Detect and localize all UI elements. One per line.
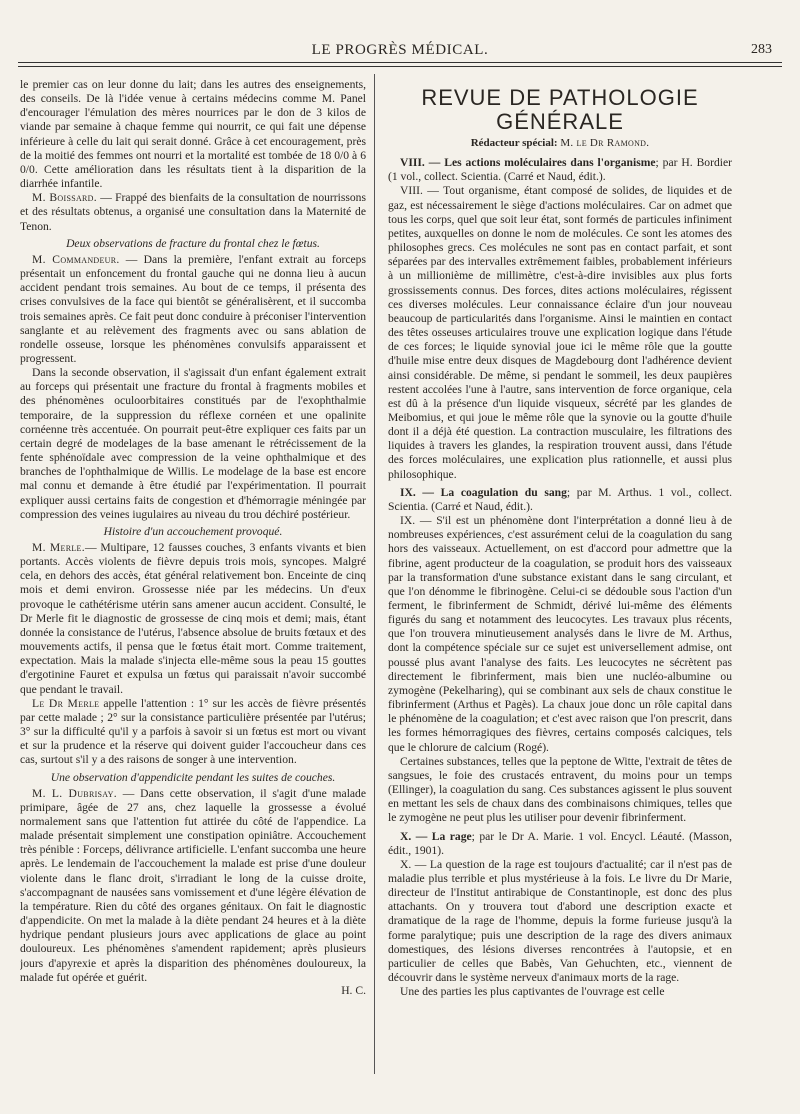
running-title: LE PROGRÈS MÉDICAL.	[311, 42, 489, 58]
paragraph: VIII. — Tout organisme, étant composé de solides, de liquides et de gaz, est nécessairement le siège d'actions moléculaires. Car on admet que tous les corps, quel que soit leur état, sont formés de particules infiniment petites, auxquelles on donne le nom de molécules. Ce sont les atomes des philosophes grecs. Ces molécules ne sont pas en contact parfait, et sont séparées par des intervalles extrêmement faibles, probablement inférieurs à un millionième de millimètre, c'est-à-dire invisibles aux plus forts grossissements connus. Des forces, dites actions moléculaires, régissent ces diverses molécules. Leur connaissance éclaire d'un jour nouveau beaucoup de particularités dans l'organisme. Ainsi le maintien en contact des têtes osseuses articulaires trouve une explication logique dans l'étude de ces forces; le liquide synovial joue ici le même rôle que la goutte d'huile mise entre deux disques de Magdebourg dont l'adhérence devient ainsi considérable. De même, si pendant le sommeil, les deux paupières restent accolées l'une à l'autre, sans intervention de force organique, cela est dû à la présence d'un liquide visqueux, sécrété par les glandes de Meibomius, et qui joue le même rôle que la synovie ou la goutte d'huile dont il a déjà été question. La contraction musculaire, les filtrations des liquides à travers les glandes, la respiration trouvent aussi, dans l'étude des forces moléculaires, une explication plus rationnelle, et aussi plus philosophique.	[388, 184, 732, 481]
paragraph: Une des parties les plus captivantes de l'ouvrage est celle	[400, 985, 665, 999]
redacteur-line	[388, 136, 732, 150]
paragraph: X. — La question de la rage est toujours d'actualité; car il n'est pas de maladie plus terrible et plus mystérieuse à la fois. Le livre du Dr Marie, directeur de l'Institut antirabique de Constantinople, est donc des plus attachants. On y trouvera tout d'abord une description exacte et dramatique de la rage de l'homme, depuis la forme furieuse jusqu'à la forme paralytique; puis une description de la rage des divers animaux domestiques, des lésions diverses rencontrées à l'autopsie, et en particulier de celles que Babès, Van Gehuchten, etc., viennent de découvrir dans le système nerveux d'animaux morts de la rage.	[388, 857, 732, 985]
left-column	[20, 78, 366, 1086]
paragraph	[20, 787, 366, 998]
author-name: M. Merle.	[32, 541, 85, 554]
author-name: Le Dr Merle	[32, 696, 100, 710]
header-rule	[18, 62, 782, 63]
redacteur-label: Rédacteur spécial:	[470, 137, 558, 149]
paragraph: Dans la seconde observation, il s'agissait d'un enfant également extrait au forceps qui présentait une fracture du frontal à fragments mobiles et des phénomènes oculoorbitaires constitués par de l'exophthalmie temporaire, de la suppression du réflexe cornéen et une opalinite cornéenne très accentuée. On pourrait peut-être expliquer ces faits par un certain degré de modelages de la base amenant le rétrécissement de la fente sphénoïdale avec compression de la veine ophthalmique et des branches de l'ophthalmique de Willis. Le modelage de la base est encore mal connu et demande à être étudié par l'expérimentation. Il pourrait expliquer aussi certains faits de congestion et d'hémorragie méningée par compression des veines iugulaires au niveau du trou déchiré postérieur.	[20, 366, 366, 521]
paragraph-text: — Frappé des bienfaits de la consultation de nourrissons et des résultats obtenus, a organisé une consultation dans la Maternité de Tenon.	[20, 191, 366, 233]
review-heading	[388, 156, 732, 184]
section-subtitle: Histoire d'un accouchement provoqué.	[103, 524, 283, 538]
section-subtitle: Deux observations de fracture du frontal chez le fœtus.	[66, 236, 320, 250]
paragraph: le premier cas on leur donne du lait; dans les autres des enseignements, des conseils. De là l'idée venue à certains médecins comme M. Panel d'encourager l'émulation des mères nourrices par le don de 3 kilos de viande par semaine à chaque femme qui nourrit, ce qui fait une dépense inférieure à celle du lait qui serait donné. Grâce à cet encouragement, près de la moitié des femmes ont nourri et la mortalité est tombée de 18 0/0 à 6 0/0. Cette amélioration dans les résultats tient à la disparition de la diarrhée infantile.	[20, 78, 366, 191]
review-title: X. — La rage	[400, 829, 472, 843]
column-divider	[374, 74, 375, 1074]
revue-title: REVUE DE PATHOLOGIE GÉNÉRALE	[421, 85, 699, 134]
review-reference: ; par H. Bordier (1 vol., collect. Scientia. (Carré et Naud, édit.).	[388, 156, 732, 184]
review-reference: ; par M. Arthus. 1 vol., collect. Scientia. (Carré et Naud, édit.).	[388, 485, 732, 513]
review-heading	[388, 486, 732, 514]
right-column	[388, 78, 732, 1086]
author-name: M. L. Dubrisay.	[32, 786, 117, 800]
paragraph: Certaines substances, telles que la peptone de Witte, l'extrait de têtes de sangsues, le foie des crustacés entravent, du moins pour un temps (Ellinger), la coagulation du sang. Ces substances agissent le plus souvent en mettant les sels de chaux dans des combinaisons chimiques, telles que le zymogène ne peut plus les utiliser pour devenir fibrinferment.	[388, 754, 732, 825]
paragraph	[20, 541, 366, 697]
page-number: 283	[751, 42, 772, 57]
paragraph-text: — Dans cette observation, il s'agit d'une malade primipare, âgée de 27 ans, chez laquelle la grossesse a évolué normalement sans que l'attention fut attirée du côté de l'appendice. La malade présentait simplement une constipation opiniâtre. Accouchement très pénible : Forceps, délivrance artificielle. L'enfant succomba une heure après. Le lendemain de l'accouchement la malade est prise d'une douleur violente dans le flanc droit, s'irradiant le long de la cuisse droite, s'accompagnant de nausées sans vomissement et d'une légère élévation de la température. Rien du côté des organes génitaux. On fait le diagnostic d'appendicite. On met la malade à la diète pendant 24 heures et à la diète hydrique pendant plusieurs jours avec applications de glace au point douloureux. Les phénomènes s'amendent rapidement; après plusieurs jours d'apyrexie et après la disparition des phénomènes douloureux, la malade fut opérée et guérit.	[20, 786, 366, 984]
review-reference: ; par le Dr A. Marie. 1 vol. Encycl. Léauté. (Masson, édit., 1901).	[388, 829, 732, 857]
signature: H. C.	[341, 983, 366, 997]
review-heading	[388, 830, 732, 858]
paragraph: IX. — S'il est un phénomène dont l'interprétation a donné lieu à de nombreuses expériences, c'est assurément celui de la coagulation du sang hors des vaisseaux. Actuellement, on est d'accord pour admettre que la fibrine, agent producteur de la coagulation, se produit hors des vaisseaux par la transformation d'une substance existant dans le sang circulant, et que l'on dénomme le fibrinogène. Celui-ci se dédouble sous l'action d'un ferment, le fibrinferment de Schmidt, dérivé lui-même des éléments figurés du sang et notamment des leucocytes. Les travaux plus récents, que l'on trouvera minutieusement analysés dans le livre de M. Arthus, dont la compétence spéciale sur ce sujet est universellement admise, ont poussé plus avant l'analyse des faits. Les leucocytes ne sécrètent pas directement le fibrinferment, mais bien une nucléo-albumine ou zymogène (Pekelharing), qui se combinant aux sels de chaux constitue le fibrinferment (Arthus et Pagès). La chaux joue donc un rôle capital dans le phénomène de la coagulation; et c'est avec raison que l'on prescrit, dans les formes hémorragiques des fièvres, certains composés calciques, tels que le chlorure de calcium (Rogé).	[388, 514, 732, 754]
paragraph	[20, 191, 366, 233]
header-rule-thin	[18, 66, 782, 67]
author-name: M. Commandeur.	[32, 252, 120, 266]
review-title: VIII. — Les actions moléculaires dans l'organisme	[400, 156, 656, 170]
author-name: M. Boissard.	[32, 191, 97, 205]
paragraph-text: appelle l'attention : 1° sur les accès de fièvre présentés par cette malade ; 2° sur la consistance particulière présentée par l'utérus; 3° sur la difficulté qu'il y a parfois à savoir si un fœtus est mort ou vivant et sur la prudence et la réserve qui doivent guider l'accoucheur dans ces cas, surtout s'il y a des raisons de songer à une intervention.	[20, 696, 366, 767]
paragraph	[20, 253, 366, 366]
review-title: IX. — La coagulation du sang	[400, 485, 567, 499]
section-subtitle: Une observation d'appendicite pendant les suites de couches.	[50, 770, 336, 784]
paragraph-text: — Dans la première, l'enfant extrait au forceps présentait un enfoncement du frontal gauche qui ne donna lieu à aucun accident pendant trois semaines. Au bout de ce temps, il présenta des crises convulsives de la face qui bientôt se généralisèrent, et il succomba trois semaines après. Ce fait peut donc conduire à préconiser l'intervention sanglante et au relèvement des fragments avec ou sans ablation de rondelle osseuse, lorsque les phénomènes convulsifs apparaissent et progressent.	[20, 252, 366, 365]
paragraph	[20, 697, 366, 768]
page-header	[18, 42, 782, 64]
redacteur-name: M. le Dr Ramond.	[560, 137, 650, 149]
paragraph-text: — Multipare, 12 fausses couches, 3 enfants vivants et bien portants. Accès violents de fièvre depuis trois mois, syncopes. Malgré cela, en dehors des accès, état général relativement bon. Enceinte de cinq mois et demi environ. Grossesse niée par les médecins. Un d'eux provoque le cathétérisme utérin sans amener aucun accident. Consulté, le Dr Merle fit le diagnostic de grossesse de cinq mois et demi; mais, étant donnée la consistance de l'utérus, l'absence absolue de bruits fœtaux et des mouvements actifs, il pensa que le fœtus était mort. Comme traitement, expectation. Mais la malade s'injecta elle-même sous la peau 15 gouttes d'ergotinine Fauret et expulsa un fœtus qui paraissait n'avoir succombé que pendant le travail.	[20, 541, 366, 696]
